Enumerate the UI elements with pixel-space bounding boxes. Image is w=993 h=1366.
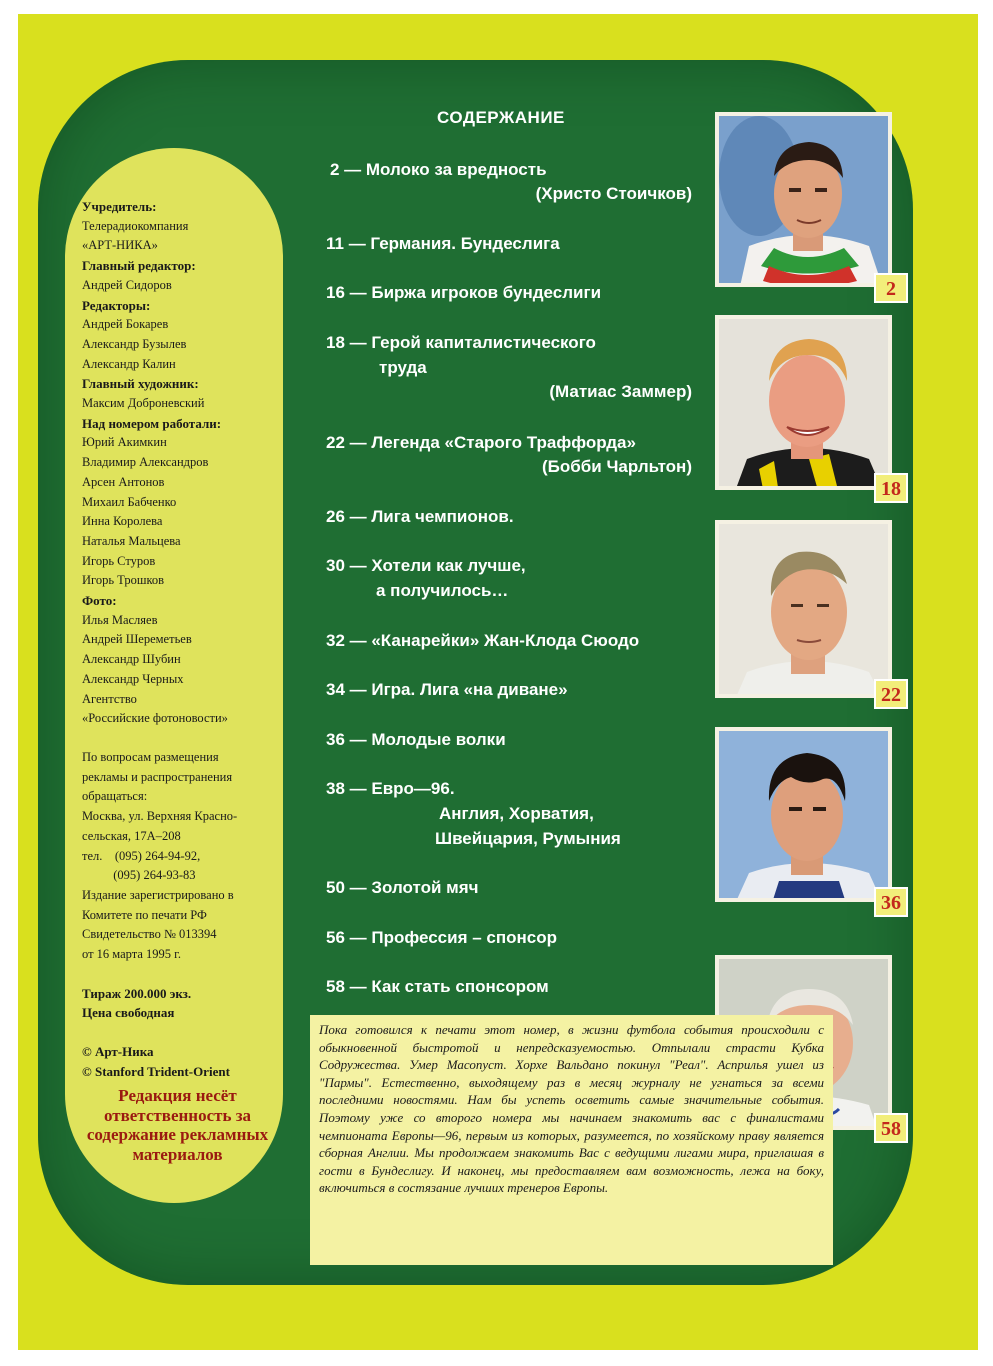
page-number-badge: 58	[874, 1113, 908, 1143]
imprint-line: Издание зарегистрировано в	[82, 887, 234, 902]
toc-entry-continuation: труда	[379, 358, 427, 377]
imprint-line: Свидетельство № 013394	[82, 927, 217, 942]
imprint-line: Инна Королева	[82, 514, 163, 529]
spacer	[82, 965, 272, 984]
imprint-line: Агентство	[82, 691, 137, 706]
imprint-line: Над номером работали:	[82, 415, 222, 431]
contents-title: СОДЕРЖАНИЕ	[437, 108, 565, 127]
imprint-line: Комитете по печати РФ	[82, 907, 207, 922]
page-number-badge: 18	[874, 473, 908, 503]
toc-entry-subtitle: (Бобби Чарльтон)	[542, 457, 692, 476]
spacer	[82, 1023, 272, 1042]
toc-entry: 26 — Лига чемпионов.	[326, 507, 514, 526]
toc-entry: 56 — Профессия – спонсор	[326, 928, 558, 947]
imprint-text	[82, 197, 272, 1082]
page-number-badge: 36	[874, 887, 908, 917]
editorial-intro: Пока готовился к печати этот номер, в жизни футбола события происходили с обыкновенной быстротой и непредсказуемостью. Отпылали страсти Кубка Содружества. Умер Масопуст. Хорхе Вальдано покинул "Реал". Асприлья ушел из "Пармы". Естественно, выходящему раз в месяц журналу не угнаться за всеми последними новостями. Нам бы успеть осветить самые значительные события. Поэтому уже со второго номера мы начинаем знакомить вас с финалистами чемпионата Европы—96, первым из которых, разумеется, по хозяйскому праву является сборная Англии. Мы продолжаем знакомить Вас с ведущими лигами мира, приглашая в гости в Бундеслигу. И наконец, мы предоставляем вам возможность, лежа на боку, включиться в состязание лучших тренеров Европы.	[310, 1015, 833, 1265]
page-number-badge: 22	[874, 679, 908, 709]
toc-entry: 50 — Золотой мяч	[326, 878, 479, 897]
toc-entry: 11 — Германия. Бундеслига	[326, 234, 560, 253]
imprint-line: Михаил Бабченко	[82, 494, 177, 509]
imprint-line: Фото:	[82, 593, 117, 609]
imprint-line: тел. (095) 264-94-92,	[82, 848, 201, 863]
imprint-line: сельская, 17А–208	[82, 828, 181, 843]
imprint-line: Учредитель:	[82, 199, 157, 214]
imprint-line: «Российские фотоновости»	[82, 711, 228, 726]
imprint-line: Владимир Александров	[82, 455, 209, 470]
imprint-line: от 16 марта 1995 г.	[82, 947, 182, 962]
toc-entry: 32 — «Канарейки» Жан-Клода Сюодо	[326, 631, 640, 650]
toc-entry: 18 — Герой капиталистического	[326, 333, 596, 352]
toc-entry: 2 — Молоко за вредность	[330, 160, 547, 179]
imprint-line: Главный редактор:	[82, 258, 196, 274]
imprint-line: Александр Черных	[82, 671, 184, 686]
toc-entry: 38 — Евро—96.	[326, 779, 455, 798]
imprint-line: обращаться:	[82, 789, 148, 804]
toc-entry: 34 — Игра. Лига «на диване»	[326, 680, 568, 699]
toc-entry: 30 — Хотели как лучше,	[326, 556, 526, 575]
page-number-badge: 2	[874, 273, 908, 303]
imprint-line: Игорь Трошков	[82, 573, 165, 588]
imprint-line: © Stanford Trident-Orient	[82, 1063, 230, 1079]
imprint-line: рекламы и распространения	[82, 769, 233, 784]
imprint-line: Главный художник:	[82, 376, 199, 392]
player-photo	[715, 315, 892, 490]
imprint-line: Илья Масляев	[82, 612, 158, 627]
imprint-line: Андрей Бокарев	[82, 317, 169, 332]
imprint-line: Цена свободная	[82, 1005, 175, 1021]
imprint-line: Редакторы:	[82, 297, 151, 313]
imprint-line: Андрей Сидоров	[82, 277, 172, 292]
player-photo	[715, 727, 892, 902]
imprint-line: «АРТ-НИКА»	[82, 238, 158, 253]
toc-entry: 22 — Легенда «Старого Траффорда»	[326, 433, 636, 452]
imprint-line: Андрей Шереметьев	[82, 632, 192, 647]
toc-entry: 36 — Молодые волки	[326, 730, 506, 749]
imprint-line: Александр Калин	[82, 356, 176, 371]
imprint-line: Максим Доброневский	[82, 396, 205, 411]
toc-entry-continuation: а получилось…	[376, 581, 509, 600]
imprint-line: Наталья Мальцева	[82, 533, 181, 548]
imprint-line: Арсен Антонов	[82, 474, 165, 489]
imprint-line: (095) 264-93-83	[82, 868, 196, 883]
toc-entry-subtitle: (Матиас Заммер)	[549, 382, 692, 401]
advertising-disclaimer: Редакция несёт ответственность за содержание рекламных материалов	[86, 1086, 269, 1164]
toc-entry-continuation: Англия, Хорватия,	[439, 804, 594, 823]
imprint-line: © Арт-Ника	[82, 1044, 154, 1060]
toc-entry: 58 — Как стать спонсором	[326, 977, 549, 996]
imprint-line: Москва, ул. Верхняя Красно-	[82, 809, 238, 824]
imprint-line: Игорь Стуров	[82, 553, 156, 568]
imprint-line: Александр Шубин	[82, 652, 181, 667]
spacer	[82, 729, 272, 748]
toc-entry: 16 — Биржа игроков бундеслиги	[326, 283, 602, 302]
toc-entry-subtitle: (Христо Стоичков)	[535, 184, 692, 203]
imprint-line: Телерадиокомпания	[82, 218, 189, 233]
imprint-line: По вопросам размещения	[82, 749, 219, 764]
imprint-line: Юрий Акимкин	[82, 435, 167, 450]
imprint-line: Тираж 200.000 экз.	[82, 985, 192, 1001]
player-photo	[715, 112, 892, 287]
toc-entry-continuation: Швейцария, Румыния	[435, 829, 621, 848]
imprint-line: Александр Бузылев	[82, 336, 187, 351]
player-photo	[715, 520, 892, 698]
